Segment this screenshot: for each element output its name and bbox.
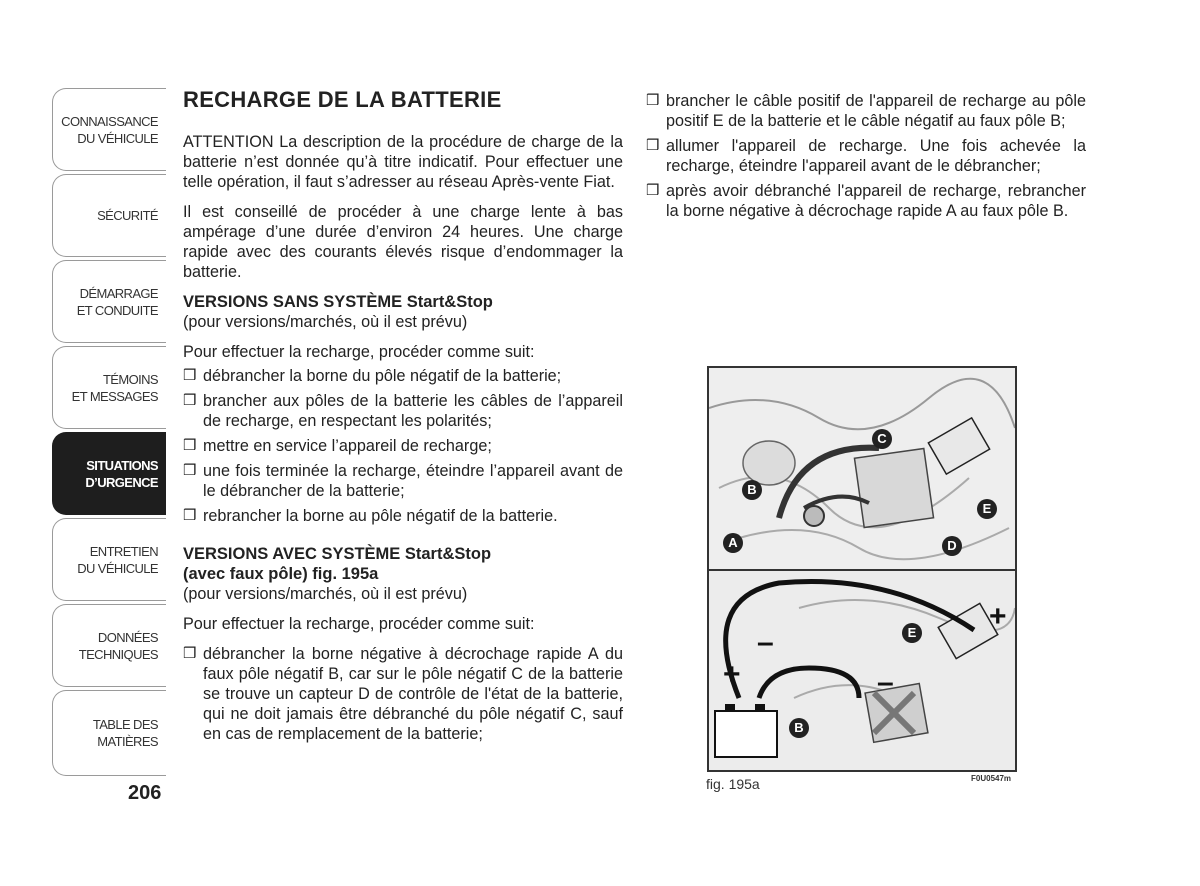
advice-paragraph: Il est conseillé de procéder à une charge lente à bas ampérage d’une durée d’environ 24 heures. Une charge rapide avec des courants élevés risque d’endommager la batterie.	[183, 203, 623, 281]
list-item: ❒ une fois terminée la recharge, éteindre l’appareil avant de le débrancher de la batterie;	[183, 462, 623, 500]
checkbox-bullet-icon: ❒	[183, 437, 197, 454]
list-item: ❒ allumer l'appareil de recharge. Une fois achevée la recharge, éteindre l'appareil avant de le débrancher;	[646, 137, 1086, 175]
figure-code: F0U0547m	[971, 774, 1012, 783]
left-column	[183, 86, 623, 754]
page-title: RECHARGE DE LA BATTERIE	[183, 87, 502, 112]
plus-sign-icon: +	[989, 600, 1007, 633]
label-b-marker: B	[789, 718, 809, 738]
list-item: ❒ après avoir débranché l'appareil de recharge, rebrancher la borne négative à décrochage rapide A au faux pôle B.	[646, 182, 1086, 220]
plus-sign-icon: +	[723, 658, 741, 691]
checkbox-bullet-icon: ❒	[183, 367, 197, 384]
list-item: ❒ débrancher la borne du pôle négatif de la batterie;	[183, 367, 562, 385]
list-item: ❒ mettre en service l’appareil de recharge;	[183, 437, 492, 455]
section2-subtitle: (pour versions/marchés, où il est prévu)	[183, 585, 468, 603]
minus-sign-icon: –	[877, 666, 894, 699]
checkbox-bullet-icon: ❒	[183, 392, 197, 409]
attention-paragraph: ATTENTION La description de la procédure de charge de la batterie n’est donnée qu’à titre indicatif. Pour effectuer une telle opération, il faut s’adresser au réseau Après-vente Fiat.	[183, 133, 623, 191]
tab-donnees-techniques[interactable]: DONNÉES TECHNIQUES	[52, 604, 166, 687]
list-item: ❒ débrancher la borne négative à décrochage rapide A du faux pôle négatif B, car sur le pôle négatif C de la batterie se trouve un capteur D de contrôle de l'état de la batterie, qui ne doit jamais être débranché du pôle négatif C, sauf en cas de remplacement de la batterie;	[183, 645, 623, 743]
checkbox-bullet-icon: ❒	[183, 507, 197, 524]
checkbox-bullet-icon: ❒	[646, 137, 660, 154]
right-list	[646, 91, 1086, 221]
tab-temoins-messages[interactable]: TÉMOINS ET MESSAGES	[52, 346, 166, 429]
tab-table-matieres[interactable]: TABLE DES MATIÈRES	[52, 690, 166, 776]
tab-situations-urgence[interactable]: SITUATIONS D’URGENCE	[52, 432, 166, 515]
label-e-marker: E	[902, 623, 922, 643]
page-number: 206	[128, 782, 162, 804]
section-tabs	[52, 88, 166, 779]
figure-caption: fig. 195a	[706, 776, 760, 792]
label-e-marker: E	[977, 499, 997, 519]
label-b-marker: B	[742, 480, 762, 500]
tab-demarrage-conduite[interactable]: DÉMARRAGE ET CONDUITE	[52, 260, 166, 343]
label-d-marker: D	[942, 536, 962, 556]
tab-securite[interactable]: SÉCURITÉ	[52, 174, 166, 257]
label-a-marker: A	[723, 533, 743, 553]
checkbox-bullet-icon: ❒	[646, 182, 660, 199]
tab-connaissance-vehicule[interactable]: CONNAISSANCE DU VÉHICULE	[52, 88, 166, 171]
list-item: ❒ brancher le câble positif de l'appareil de recharge au pôle positif E de la batterie et le câble négatif au faux pôle B;	[646, 92, 1086, 130]
label-c-marker: C	[872, 429, 892, 449]
battery-illustration	[709, 368, 1015, 770]
section1-subtitle: (pour versions/marchés, où il est prévu)	[183, 313, 468, 331]
checkbox-bullet-icon: ❒	[183, 462, 197, 479]
list-item: ❒ rebrancher la borne au pôle négatif de la batterie.	[183, 507, 558, 525]
section2-list	[183, 644, 623, 744]
section1-heading: VERSIONS SANS SYSTÈME Start&Stop	[183, 293, 493, 311]
minus-sign-icon: –	[757, 626, 774, 659]
section2-intro: Pour effectuer la recharge, procéder comme suit:	[183, 615, 535, 633]
checkbox-bullet-icon: ❒	[183, 645, 197, 662]
section2-heading-line2: (avec faux pôle) fig. 195a	[183, 565, 379, 583]
section2-heading: VERSIONS AVEC SYSTÈME Start&Stop	[183, 545, 492, 563]
right-column	[646, 91, 1086, 231]
checkbox-bullet-icon: ❒	[646, 92, 660, 109]
battery-figure	[707, 366, 1017, 772]
list-item: ❒ brancher aux pôles de la batterie les câbles de l’appareil de recharge, en respectant les polarités;	[183, 392, 623, 430]
tab-entretien-vehicule[interactable]: ENTRETIEN DU VÉHICULE	[52, 518, 166, 601]
section1-list	[183, 366, 623, 526]
section1-intro: Pour effectuer la recharge, procéder comme suit:	[183, 343, 535, 361]
